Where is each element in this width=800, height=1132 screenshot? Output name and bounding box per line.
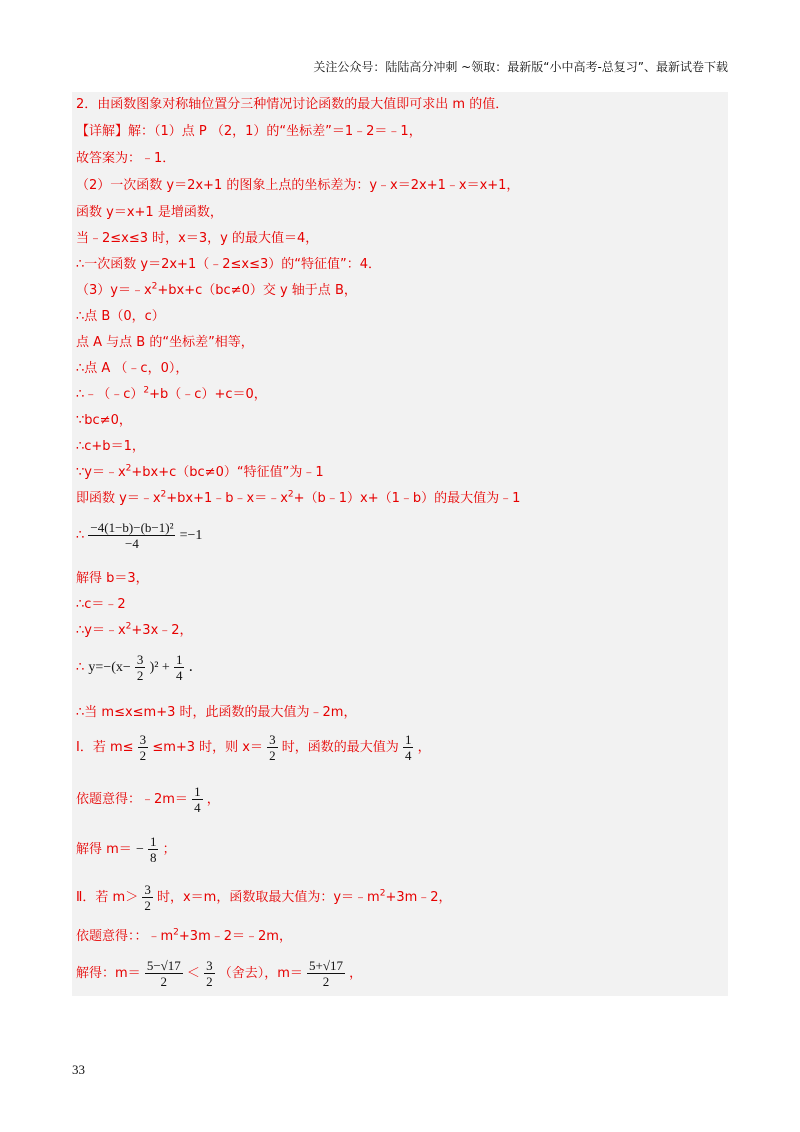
solution-line — [76, 882, 724, 913]
solution-line — [76, 958, 724, 989]
text-run: ， — [206, 792, 220, 807]
numerator: −4(1−b)−(b−1)² — [90, 520, 174, 535]
solution-line: ∴当 m≤x≤m+3 时，此函数的最大值为﹣2m， — [76, 705, 357, 720]
text-run: +bx+1﹣b﹣x＝﹣x — [166, 491, 288, 506]
superscript: 2 — [287, 489, 294, 500]
numerator: 5+√17 — [309, 958, 343, 973]
numerator: 3 — [136, 652, 144, 667]
denominator: 8 — [149, 850, 157, 865]
text-run: ∵y＝﹣x — [76, 465, 126, 480]
solution-line: 函数 y＝x+1 是增函数， — [76, 205, 223, 220]
solution-line — [76, 282, 724, 300]
numerator: 1 — [149, 834, 157, 849]
text-run: ； — [162, 842, 176, 857]
solution-line — [76, 732, 724, 763]
text-run: ， — [349, 966, 363, 981]
text-run: ∴y＝﹣x — [76, 623, 126, 638]
text-run: ∴ — [76, 660, 85, 675]
fraction — [88, 520, 175, 551]
numerator: 1 — [175, 652, 183, 667]
text-run: 即函数 y＝﹣x — [76, 491, 161, 506]
text-run: 时，x＝m，函数取最大值为：y＝﹣m — [156, 890, 380, 905]
solution-line — [76, 622, 724, 640]
superscript: 2 — [143, 385, 150, 396]
superscript: 2 — [379, 888, 386, 899]
superscript: 2 — [173, 927, 179, 938]
solution-line: 2．由函数图象对称轴位置分三种情况讨论函数的最大值即可求出 m 的值． — [76, 97, 509, 112]
solution-line — [76, 464, 724, 482]
text-run: +3m﹣2＝﹣2m， — [178, 929, 292, 944]
math-expression: ． — [188, 660, 203, 675]
math-expression: )² + — [149, 660, 170, 675]
numerator: 1 — [194, 784, 201, 799]
superscript: 2 — [160, 489, 167, 500]
solution-line — [76, 520, 724, 551]
fraction — [192, 784, 203, 815]
fraction — [145, 958, 183, 989]
denominator: 2 — [206, 974, 213, 989]
text-run: 时，函数的最大值为 — [281, 740, 399, 755]
denominator: 2 — [144, 898, 151, 913]
text-run: ≤m+3 时，则 x＝ — [152, 740, 263, 755]
superscript: 2 — [125, 621, 132, 632]
text-run: 解得：m＝ — [76, 966, 141, 981]
denominator: 2 — [139, 748, 147, 763]
solution-line: 【详解】解：（1）点 P （2，1）的“坐标差”＝1﹣2＝﹣1， — [76, 124, 422, 139]
page-header: 关注公众号：陆陆高分冲刺 ~领取：最新版“小中高考-总复习”、最新试卷下载 — [313, 60, 728, 74]
solution-line: （2）一次函数 y＝2x+1 的图象上点的坐标差为：y﹣x＝2x+1﹣x＝x+1， — [76, 178, 520, 193]
superscript: 2 — [151, 281, 158, 292]
text-run: +bx+c（bc≠0）交 y 轴于点 B， — [157, 283, 357, 298]
text-run: ∴ — [76, 528, 85, 543]
denominator: 2 — [160, 974, 168, 989]
text-run: +3x﹣2， — [131, 623, 193, 638]
page-number: 33 — [72, 1062, 85, 1077]
superscript: 2 — [125, 463, 132, 474]
solution-line: 点 A 与点 B 的“坐标差”相等， — [76, 335, 254, 350]
denominator: 4 — [194, 800, 201, 815]
solution-line: ∴点 A （﹣c，0）， — [76, 361, 189, 376]
text-run: 依题意得：：﹣m — [76, 929, 174, 944]
text-run: （3）y＝﹣x — [76, 283, 152, 298]
solution-line: 当﹣2≤x≤3 时，x＝3，y 的最大值＝4， — [76, 231, 319, 246]
text-run: ， — [417, 740, 431, 755]
solution-content — [72, 92, 728, 996]
text-run: Ⅰ．若 m≤ — [76, 740, 134, 755]
solution-line — [76, 928, 724, 946]
solution-line: ∴c＝﹣2 — [76, 597, 126, 612]
denominator: 2 — [136, 668, 144, 683]
fraction — [307, 958, 345, 989]
text-run: 解得 m＝ — [76, 842, 132, 857]
math-expression: y=−(x− — [88, 660, 131, 675]
text-run: （舍去），m＝ — [218, 966, 303, 981]
numerator: 3 — [144, 882, 151, 897]
solution-line — [76, 386, 724, 404]
text-run: ∴﹣（﹣c） — [76, 387, 144, 402]
solution-line — [76, 784, 724, 815]
numerator: 1 — [404, 732, 412, 747]
denominator: 2 — [269, 748, 276, 763]
fraction — [138, 732, 149, 763]
text-run: ＜ — [186, 966, 200, 981]
solution-line: ∵bc≠0， — [76, 413, 132, 428]
solution-line: 解得 b＝3， — [76, 571, 149, 586]
text-run: +（b﹣1）x+（1﹣b）的最大值为﹣1 — [293, 491, 521, 506]
solution-line: ∴c+b＝1， — [76, 439, 145, 454]
fraction — [174, 652, 185, 683]
text-run: +bx+c（bc≠0）“特征值”为﹣1 — [131, 465, 324, 480]
fraction — [142, 882, 153, 913]
numerator: 3 — [206, 958, 213, 973]
text-run: Ⅱ．若 m＞ — [76, 890, 139, 905]
minus-sign: − — [135, 842, 144, 857]
fraction — [135, 652, 146, 683]
solution-line — [76, 652, 724, 683]
solution-line — [76, 490, 724, 508]
denominator: −4 — [125, 536, 139, 551]
numerator: 5−√17 — [146, 958, 181, 973]
text-run: +3m﹣2， — [385, 890, 452, 905]
fraction — [148, 834, 159, 865]
denominator: 4 — [404, 748, 412, 763]
solution-line: ∴点 B（0，c） — [76, 309, 165, 324]
numerator: 3 — [269, 732, 276, 747]
fraction — [204, 958, 215, 989]
math-expression: =−1 — [179, 528, 203, 543]
solution-line: 故答案为：﹣1． — [76, 151, 176, 166]
numerator: 3 — [139, 732, 147, 747]
fraction — [403, 732, 414, 763]
text-run: 依题意得：﹣2m＝ — [76, 792, 188, 807]
solution-line — [76, 834, 724, 865]
denominator: 4 — [175, 668, 183, 683]
solution-line: ∴一次函数 y＝2x+1（﹣2≤x≤3）的“特征值”：4． — [76, 257, 381, 272]
fraction — [267, 732, 278, 763]
denominator: 2 — [322, 974, 330, 989]
text-run: +b（﹣c）+c＝0， — [149, 387, 267, 402]
